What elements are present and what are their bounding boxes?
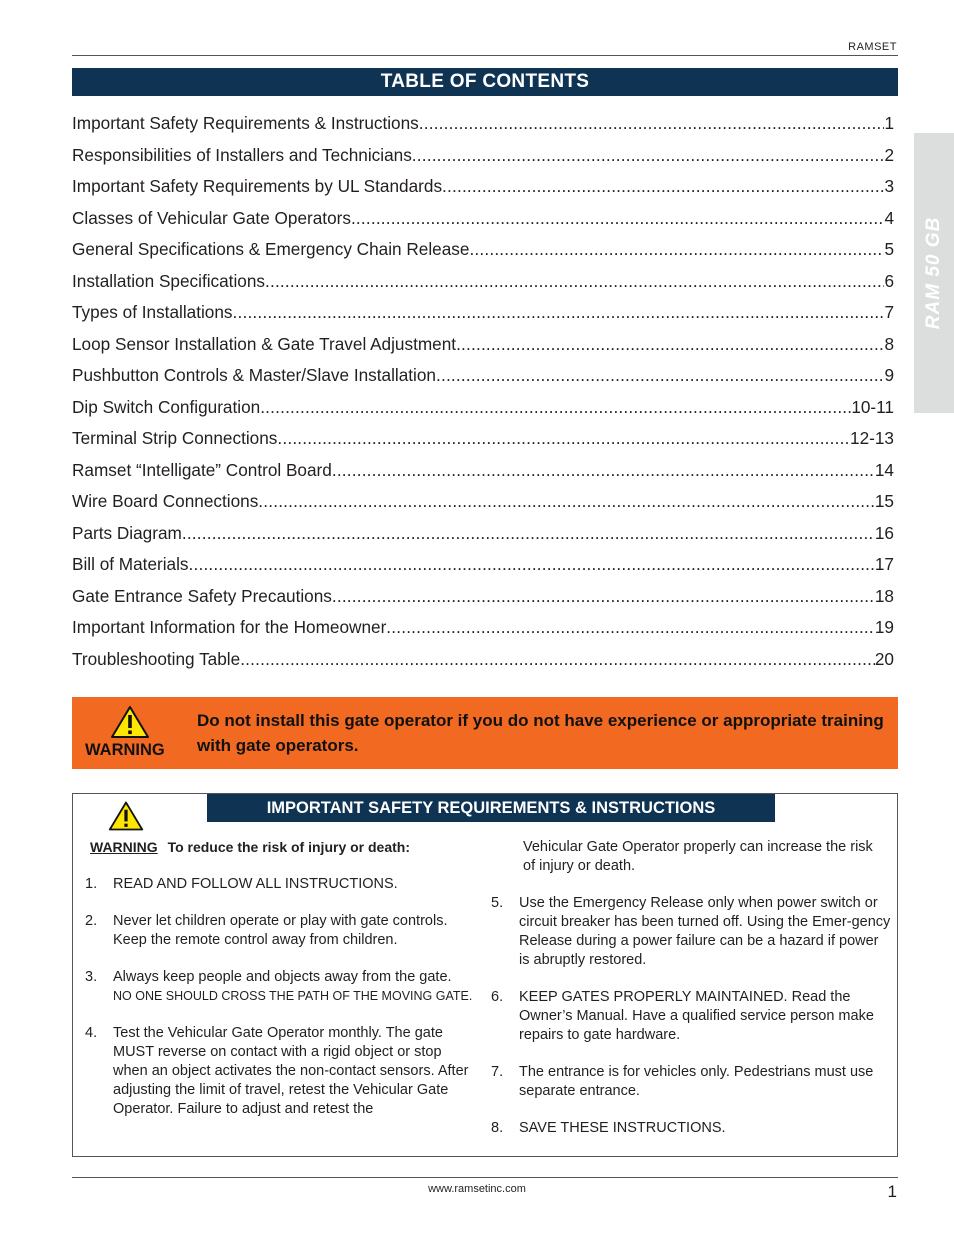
safety-intro-text: To reduce the risk of injury or death:	[167, 839, 411, 855]
toc-entry-page: 1	[884, 113, 894, 134]
toc-entry-title: Ramset “Intelligate” Control Board	[72, 459, 332, 480]
toc-leader-dots	[258, 491, 875, 512]
toc-leader-dots	[332, 460, 875, 481]
warning-text: Do not install this gate operator if you do not have experience or appropriate training with gate operators.	[197, 711, 884, 755]
toc-entry-title: Classes of Vehicular Gate Operators	[72, 207, 351, 228]
toc-entry-page: 12-13	[850, 428, 894, 449]
toc-entry-page: 20	[874, 648, 894, 669]
toc-leader-dots	[351, 208, 884, 229]
toc-entry-title: Important Information for the Homeowner	[72, 617, 387, 638]
toc-entry-title: Parts Diagram	[72, 522, 182, 543]
toc-entry-title: Wire Board Connections	[72, 491, 259, 512]
safety-column-right	[491, 838, 891, 1138]
toc-entry[interactable]	[72, 266, 894, 298]
warning-label: WARNING	[85, 741, 165, 759]
safety-intro-label: WARNING	[90, 839, 158, 855]
toc-entry-title: Important Safety Requirements & Instructions	[72, 113, 419, 134]
bottom-divider	[72, 1177, 898, 1178]
list-item: 6. KEEP GATES PROPERLY MAINTAINED. Read the Owner’s Manual. Have a qualified service person make repairs to gate hardware.	[491, 989, 874, 1043]
toc-leader-dots	[419, 113, 885, 134]
toc-entry-title: Important Safety Requirements by UL Standards	[72, 176, 443, 197]
list-item-continuation: Vehicular Gate Operator properly can increase the risk of injury or death.	[523, 839, 873, 874]
toc-entry-title: Gate Entrance Safety Precautions	[72, 585, 332, 606]
safety-section	[72, 793, 898, 1157]
toc-entry-page: 7	[884, 302, 894, 323]
toc-leader-dots	[260, 397, 851, 418]
toc-leader-dots	[442, 176, 884, 197]
toc-leader-dots	[332, 586, 875, 607]
toc-entry-title: Terminal Strip Connections	[72, 428, 278, 449]
toc-entry-title: Installation Specifications	[72, 270, 265, 291]
toc-entry-page: 5	[884, 239, 894, 260]
toc-entry-page: 3	[884, 176, 894, 197]
toc-entry[interactable]	[72, 234, 894, 266]
toc-leader-dots	[386, 617, 875, 638]
toc-leader-dots	[189, 554, 875, 575]
list-item: 1. READ AND FOLLOW ALL INSTRUCTIONS.	[85, 876, 398, 892]
toc-entry-title: Types of Installations	[72, 302, 233, 323]
toc-entry[interactable]	[72, 392, 894, 424]
warning-triangle-icon	[108, 800, 144, 832]
side-tab	[914, 133, 954, 413]
warning-triangle-icon	[110, 705, 150, 739]
toc-leader-dots	[240, 649, 875, 670]
toc-list	[72, 108, 894, 675]
toc-leader-dots	[412, 145, 885, 166]
toc-entry[interactable]	[72, 581, 894, 613]
side-tab-label: RAM 50 GB	[923, 216, 944, 330]
toc-leader-dots	[469, 239, 884, 260]
toc-entry[interactable]	[72, 423, 894, 455]
toc-leader-dots	[233, 302, 885, 323]
toc-entry[interactable]	[72, 108, 894, 140]
top-divider	[72, 55, 898, 56]
list-item: 2. Never let children operate or play with gate controls. Keep the remote control away from children.	[85, 913, 448, 948]
page-number: 1	[887, 1182, 897, 1201]
toc-entry-page: 18	[874, 585, 894, 606]
list-item: 8. SAVE THESE INSTRUCTIONS.	[491, 1120, 726, 1136]
toc-entry[interactable]	[72, 486, 894, 518]
toc-entry-title: Responsibilities of Installers and Technicians	[72, 144, 412, 165]
safety-intro	[90, 838, 475, 857]
toc-entry-page: 19	[874, 617, 894, 638]
toc-entry-page: 15	[874, 491, 894, 512]
warning-box	[72, 697, 898, 769]
toc-entry[interactable]	[72, 203, 894, 235]
toc-entry-page: 8	[884, 333, 894, 354]
safety-title: IMPORTANT SAFETY REQUIREMENTS & INSTRUCTIONS	[207, 794, 775, 822]
toc-entry[interactable]	[72, 612, 894, 644]
toc-entry[interactable]	[72, 455, 894, 487]
toc-leader-dots	[265, 271, 884, 292]
toc-entry[interactable]	[72, 549, 894, 581]
list-item: 3. Always keep people and objects away from the gate. NO ONE SHOULD CROSS THE PATH OF THE MOVING GATE.	[85, 969, 473, 1003]
footer-url: www.ramsetinc.com	[428, 1183, 526, 1195]
toc-entry-title: Loop Sensor Installation & Gate Travel Adjustment	[72, 333, 457, 354]
toc-entry-page: 6	[884, 270, 894, 291]
toc-leader-dots	[277, 428, 850, 449]
toc-leader-dots	[436, 365, 884, 386]
toc-entry[interactable]	[72, 329, 894, 361]
toc-leader-dots	[456, 334, 884, 355]
toc-entry-page: 2	[884, 144, 894, 165]
toc-entry-title: General Specifications & Emergency Chain Release	[72, 239, 470, 260]
toc-entry-page: 14	[874, 459, 894, 480]
toc-title: TABLE OF CONTENTS	[72, 68, 898, 96]
toc-entry-page: 4	[884, 207, 894, 228]
toc-entry-page: 17	[874, 554, 894, 575]
list-item: 4. Test the Vehicular Gate Operator monthly. The gate MUST reverse on contact with a rigid object or stop when an object activates the non-contact sensors. After adjusting the limit of travel, retest the Vehicular Gate Operator. Failure to adjust and retest the	[85, 1025, 469, 1117]
toc-entry[interactable]	[72, 644, 894, 676]
toc-entry-page: 9	[884, 365, 894, 386]
toc-entry-page: 10-11	[851, 396, 894, 417]
toc-leader-dots	[182, 523, 875, 544]
toc-entry[interactable]	[72, 360, 894, 392]
safety-column-left	[85, 838, 475, 1119]
toc-entry[interactable]	[72, 518, 894, 550]
list-item: 7. The entrance is for vehicles only. Pedestrians must use separate entrance.	[491, 1064, 874, 1099]
toc-entry-title: Pushbutton Controls & Master/Slave Installation	[72, 365, 436, 386]
toc-entry[interactable]	[72, 171, 894, 203]
toc-entry-title: Dip Switch Configuration	[72, 396, 261, 417]
toc-entry[interactable]	[72, 140, 894, 172]
toc-entry-title: Troubleshooting Table	[72, 648, 241, 669]
list-item: 5. Use the Emergency Release only when power switch or circuit breaker has been turned off. Using the Emer-gency Release during a power failure can be a hazard if power is abruptly restored.	[491, 895, 891, 968]
toc-entry-title: Bill of Materials	[72, 554, 189, 575]
toc-entry-page: 16	[874, 522, 894, 543]
toc-entry[interactable]	[72, 297, 894, 329]
brand-name: RAMSET	[848, 41, 897, 53]
